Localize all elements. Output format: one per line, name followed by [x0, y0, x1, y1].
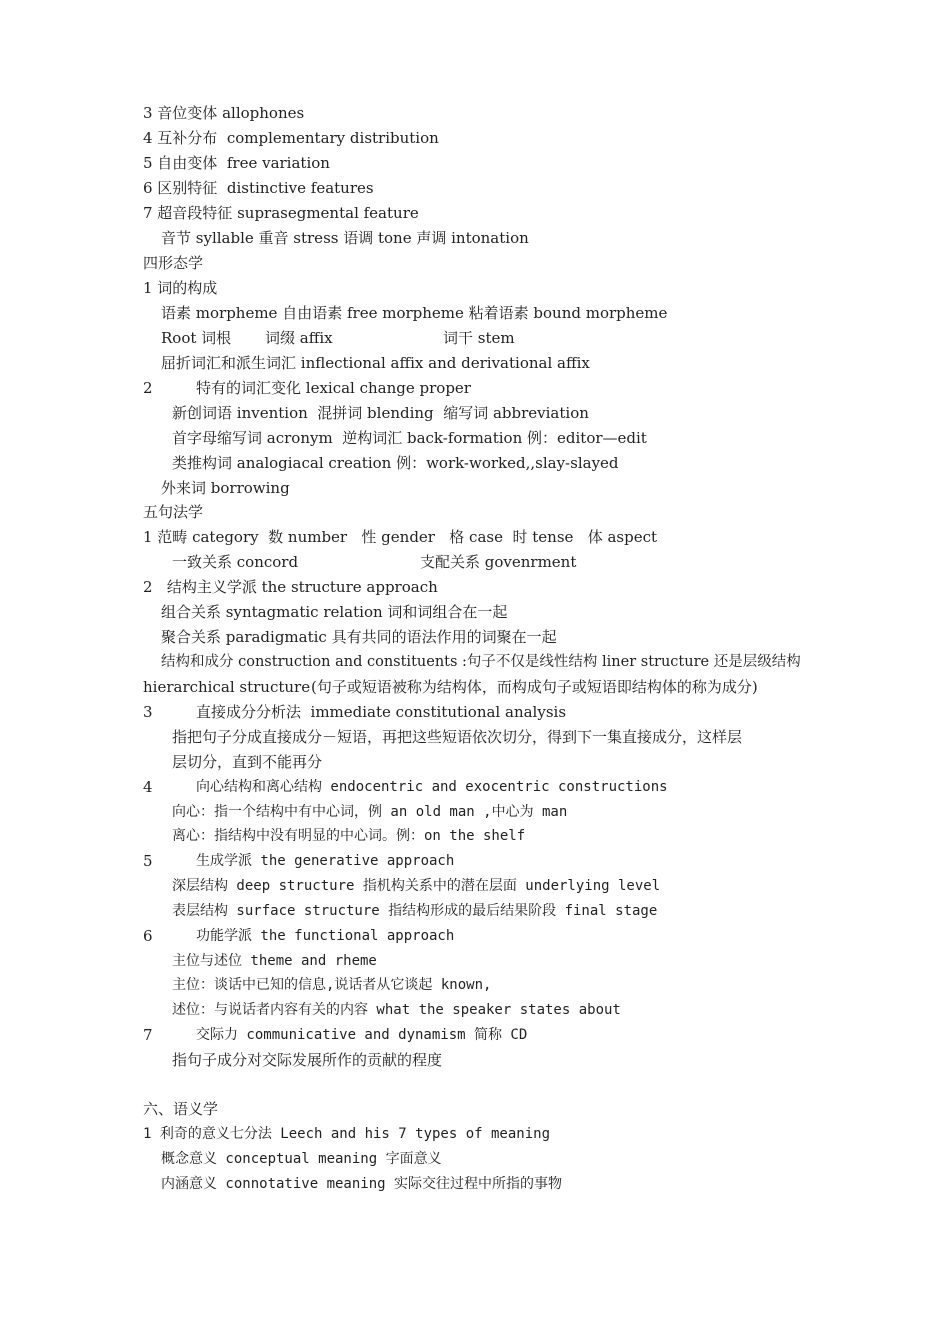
- line-analogical: 类推构词 analogiacal creation 例：work-worked,,slay-slayed: [172, 454, 619, 472]
- line-paradigmatic: 聚合关系 paradigmatic 具有共同的语法作用的词聚在一起: [161, 628, 557, 646]
- line-category: 1 范畴 category 数 number 性 gender 格 case 时 tense 体 aspect: [143, 528, 658, 546]
- line-rheme-def: 述位：与说话者内容有关的内容 what the speaker states about: [172, 1002, 621, 1018]
- line-hierarchical-note: (句子或短语被称为结构体，而构成句子或短语即结构体的称为成分): [311, 678, 758, 696]
- line-word-formation: 1 词的构成: [143, 279, 218, 297]
- line-borrowing: 外来词 borrowing: [161, 479, 290, 497]
- line-number-5: 5: [143, 852, 153, 870]
- line-syllable-stress: 音节 syllable 重音 stress 语调 tone 声调 intonation: [161, 229, 529, 247]
- line-number-6: 6: [143, 927, 153, 945]
- line-allophones: 3 音位变体 allophones: [143, 104, 305, 122]
- line-root: Root 词根: [161, 329, 232, 347]
- line-functional: 功能学派 the functional approach: [196, 928, 455, 944]
- section-heading-semantics: 六、语义学: [143, 1100, 219, 1118]
- line-immediate-constitutional: 直接成分分析法 immediate constitutional analysis: [196, 703, 567, 721]
- line-number-4: 4: [143, 778, 153, 796]
- line-construction: 结构和成分 construction and constituents :句子不仅是线性结构 liner structure 还是层级结构: [161, 654, 801, 670]
- line-inflectional: 屈折词汇和派生词汇 inflectional affix and derivational affix: [161, 354, 590, 372]
- line-endocentric-def: 向心：指一个结构中有中心词，例 an old man ,中心为 man: [172, 804, 568, 820]
- line-ic-definition-cont: 层切分，直到不能再分: [172, 753, 323, 771]
- line-conceptual: 概念意义 conceptual meaning 字面意义: [161, 1151, 442, 1167]
- line-leech: 1 利奇的意义七分法 Leech and his 7 types of meaning: [143, 1126, 551, 1142]
- line-syntagmatic: 组合关系 syntagmatic relation 词和词组合在一起: [161, 603, 508, 621]
- line-stem: 词干 stem: [443, 329, 515, 347]
- line-surface-structure: 表层结构 surface structure 指结构形成的最后结果阶段 final stage: [172, 903, 658, 919]
- line-ic-definition: 指把句子分成直接成分－短语，再把这些短语依次切分，得到下一集直接成分，这样层: [172, 728, 743, 746]
- line-hierarchical: hierarchical structure: [143, 678, 311, 696]
- line-theme-rheme: 主位与述位 theme and rheme: [172, 953, 377, 969]
- line-affix: 词缀 affix: [265, 329, 333, 347]
- line-deep-structure: 深层结构 deep structure 指机构关系中的潜在层面 underlying level: [172, 878, 661, 894]
- line-cd-definition: 指句子成分对交际发展所作的贡献的程度: [172, 1051, 443, 1069]
- line-endocentric: 向心结构和离心结构 endocentric and exocentric constructions: [196, 779, 668, 795]
- line-free-variation: 5 自由变体 free variation: [143, 154, 330, 172]
- line-complementary-distribution: 4 互补分布 complementary distribution: [143, 129, 439, 147]
- line-government: 支配关系 govenrment: [420, 553, 577, 571]
- section-heading-syntax: 五句法学: [143, 503, 204, 521]
- line-concord: 一致关系 concord: [172, 553, 299, 571]
- line-theme-def: 主位：谈话中已知的信息,说话者从它谈起 known,: [172, 977, 492, 993]
- line-invention: 新创词语 invention 混拼词 blending 缩写词 abbreviation: [172, 404, 589, 422]
- section-heading-morphology: 四形态学: [143, 254, 204, 272]
- line-communicative-dynamism: 交际力 communicative and dynamism 简称 CD: [196, 1027, 528, 1043]
- line-lexical-change: 特有的词汇变化 lexical change proper: [196, 379, 471, 397]
- line-number-2: 2: [143, 379, 153, 397]
- line-connotative: 内涵意义 connotative meaning 实际交往过程中所指的事物: [161, 1176, 563, 1192]
- line-suprasegmental: 7 超音段特征 suprasegmental feature: [143, 204, 419, 222]
- line-number-7: 7: [143, 1026, 153, 1044]
- line-distinctive-features: 6 区别特征 distinctive features: [143, 179, 374, 197]
- line-morpheme: 语素 morpheme 自由语素 free morpheme 粘着语素 bound morpheme: [161, 304, 668, 322]
- line-generative: 生成学派 the generative approach: [196, 853, 455, 869]
- line-number-3: 3: [143, 703, 153, 721]
- line-structure-approach: 2 结构主义学派 the structure approach: [143, 578, 438, 596]
- line-exocentric-def: 离心：指结构中没有明显的中心词。例：on the shelf: [172, 828, 526, 844]
- line-acronym: 首字母缩写词 acronym 逆构词汇 back-formation 例：editor—edit: [172, 429, 647, 447]
